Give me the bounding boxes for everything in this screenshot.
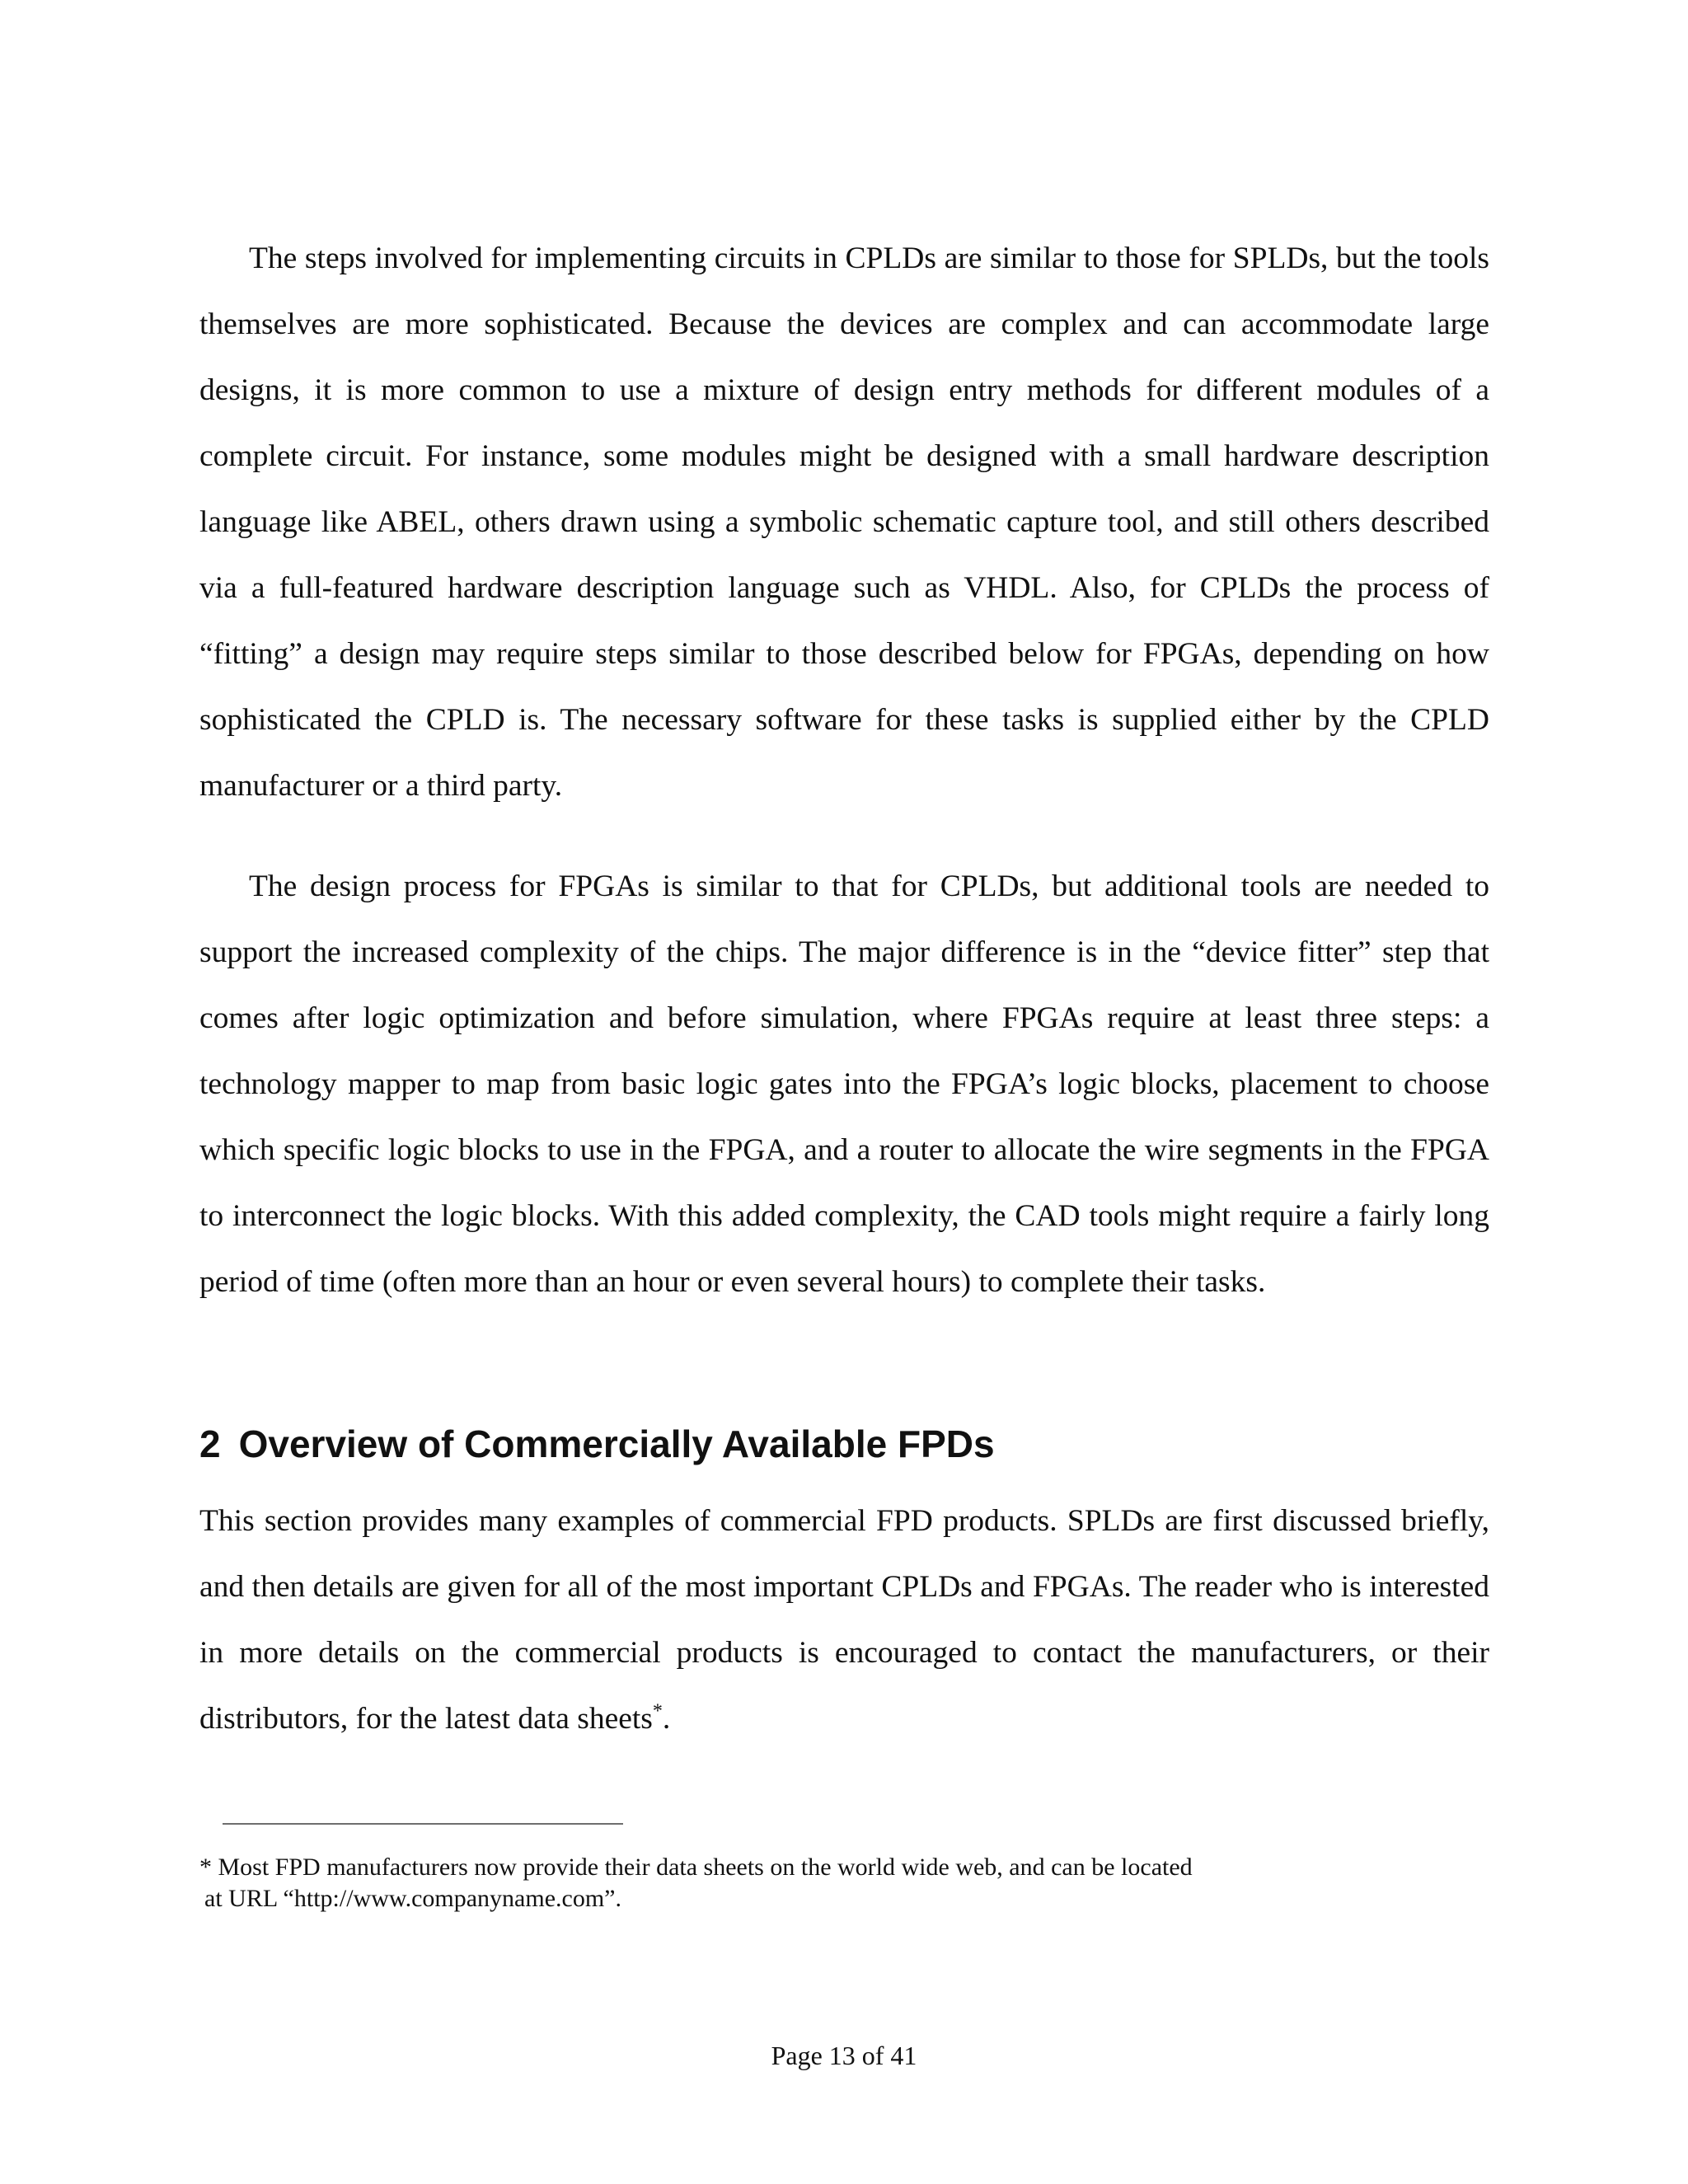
- footnote-separator: [223, 1823, 623, 1825]
- footnote-marker: *: [652, 1700, 663, 1722]
- footnote-line-1: * Most FPD manufacturers now provide their data sheets on the world wide web, and can be located: [199, 1854, 1193, 1881]
- section-title: Overview of Commercially Available FPDs: [238, 1422, 995, 1465]
- body-paragraph-cpld-steps: The steps involved for implementing circuits in CPLDs are similar to those for SPLDs, but the tools themselves are more sophisticated. Because the devices are complex and can accommodate large designs, it is more common to use a mixture of design entry methods for different modules of a complete circuit. For instance, some modules might be designed with a small hardware description language like ABEL, others drawn using a symbolic schematic capture tool, and still others described via a full-featured hardware description language such as VHDL. Also, for CPLDs the process of “fitting” a design may require steps similar to those described below for FPGAs, depending on how sophisticated the CPLD is. The necessary software for these tasks is supplied either by the CPLD manufacturer or a third party.: [199, 241, 1489, 803]
- section-paragraph-end: .: [662, 1702, 671, 1736]
- section-number: 2: [199, 1422, 221, 1465]
- footnote-line-2: at URL “http://www.companyname.com”.: [204, 1885, 621, 1912]
- page-number: Page 13 of 41: [771, 2041, 917, 2070]
- section-heading: [199, 1419, 995, 1469]
- section-paragraph: [199, 1488, 1489, 1752]
- section-paragraph-text: This section provides many examples of commercial FPD products. SPLDs are first discussed briefly, and then details are given for all of the most important CPLDs and FPGAs. The reader who is interested in more details on the commercial products is encouraged to contact the manufacturers, or their distributors, for the latest data sheets: [199, 1504, 1489, 1736]
- body-paragraph-fpga-design-process: The design process for FPGAs is similar to that for CPLDs, but additional tools are needed to support the increased complexity of the chips. The major difference is in the “device fitter” step that comes after logic optimization and before simulation, where FPGAs require at least three steps: a technology mapper to map from basic logic gates into the FPGA’s logic blocks, placement to choose which specific logic blocks to use in the FPGA, and a router to allocate the wire segments in the FPGA to interconnect the logic blocks. With this added complexity, the CAD tools might require a fairly long period of time (often more than an hour or even several hours) to complete their tasks.: [199, 869, 1489, 1299]
- footnote: [199, 1852, 1436, 1915]
